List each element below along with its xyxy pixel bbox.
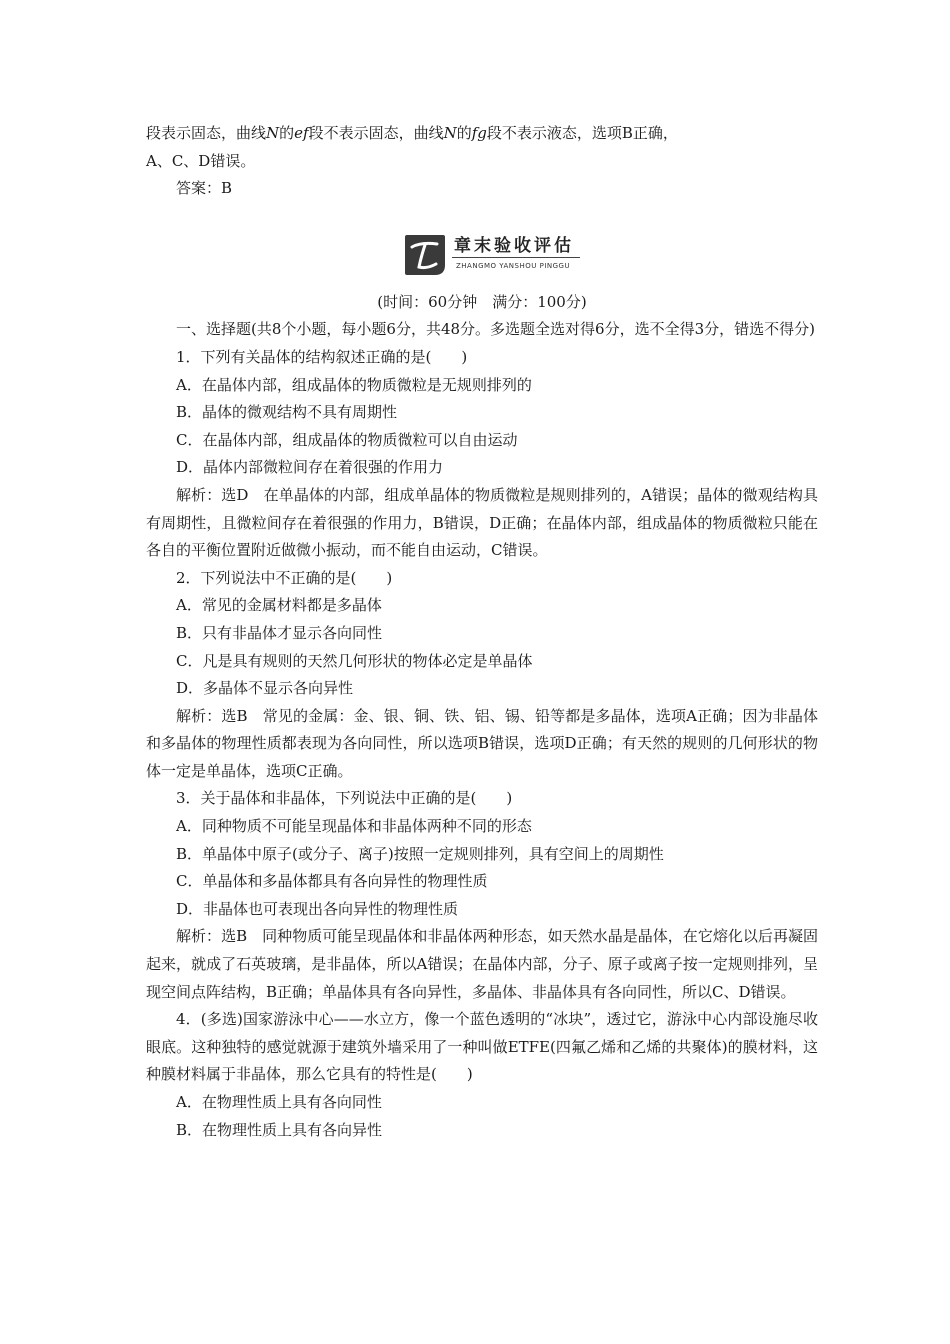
question-1 — [146, 344, 818, 565]
option-b: B．单晶体中原子(或分子、离子)按照一定规则排列，具有空间上的周期性 — [176, 844, 664, 863]
question-3 — [146, 785, 818, 1006]
option-a: A．在物理性质上具有各向同性 — [176, 1093, 382, 1111]
option-c: C．在晶体内部，组成晶体的物质微粒可以自由运动 — [176, 430, 518, 449]
previous-answer: 答案：B — [176, 179, 233, 198]
continued-analysis-line-1 — [146, 120, 818, 148]
title-underline — [452, 257, 580, 258]
question-analysis: 解析：选B 同种物质可能呈现晶体和非晶体两种形态，如天然水晶是晶体，在它熔化以后再凝固起来，就成了石英玻璃，是非晶体，所以A错误；在晶体内部，分子、原子或离子按一定规则排列，呈现空间点阵结构，B正确；单晶体具有各向异性，多晶体、非晶体具有各向同性，所以C、D错误。 — [146, 927, 818, 1001]
question-analysis: 解析：选B 常见的金属：金、银、铜、铁、铝、锡、铅等都是多晶体，选项A正确；因为非晶体和多晶体的物理性质都表现为各向同性，所以选项B错误，选项D正确；有天然的规则的几何形状的物体一定是单晶体，选项C正确。 — [146, 706, 818, 780]
option-c: C．单晶体和多晶体都具有各向异性的物理性质 — [176, 872, 488, 891]
section-title: 章末验收评估 — [454, 235, 574, 256]
question-stem: 3．关于晶体和非晶体，下列说法中正确的是( ) — [176, 789, 513, 808]
question-stem: 1．下列有关晶体的结构叙述正确的是( ) — [176, 347, 468, 366]
text-segment: 段表示固态，曲线 — [146, 124, 267, 142]
option-d: D．晶体内部微粒间存在着很强的作用力 — [176, 458, 444, 477]
option-b: B．只有非晶体才显示各向同性 — [176, 623, 383, 642]
option-d: D．多晶体不显示各向异性 — [176, 679, 354, 698]
text-segment: 段不表示固态，曲线 — [308, 124, 444, 142]
option-d: D．非晶体也可表现出各向异性的物理性质 — [176, 899, 459, 918]
time-info: (时间：60分钟 满分：100分) — [377, 292, 587, 311]
section-instructions: 一、选择题(共8个小题，每小题6分，共48分。多选题全选对得6分，选不全得3分，错选不得分) — [176, 320, 815, 339]
variable-ef: ef — [294, 124, 309, 142]
variable-fg: fg — [471, 124, 487, 142]
question-4 — [146, 1006, 818, 1144]
question-stem: 2．下列说法中不正确的是( ) — [176, 568, 393, 587]
variable-n: N — [266, 124, 280, 142]
option-c: C．凡是具有规则的天然几何形状的物体必定是单晶体 — [176, 651, 533, 670]
question-2 — [146, 565, 818, 786]
question-stem: 4．(多选)国家游泳中心——水立方，像一个蓝色透明的“冰块”，透过它，游泳中心内部设施尽收眼底。这种独特的感觉就源于建筑外墙采用了一种叫做ETFE(四氟乙烯和乙烯的共聚体)的膜材料，这种膜材料属于非晶体，那么它具有的特性是( ) — [146, 1010, 818, 1084]
option-a: A．同种物质不可能呈现晶体和非晶体两种不同的形态 — [176, 817, 532, 836]
section-logo-icon — [403, 233, 447, 277]
document-content — [146, 120, 818, 1144]
section-header — [146, 225, 818, 285]
question-analysis: 解析：选D 在单晶体的内部，组成单晶体的物质微粒是规则排列的，A错误；晶体的微观结构具有周期性，且微粒间存在着很强的作用力，B错误，D正确；在晶体内部，组成晶体的物质微粒只能在各自的平衡位置附近做微小振动，而不能自由运动，C错误。 — [146, 485, 818, 560]
text-segment: 段不表示液态，选项B正确， — [486, 124, 678, 142]
option-a: A．在晶体内部，组成晶体的物质微粒是无规则排列的 — [176, 375, 532, 394]
variable-n: N — [443, 124, 457, 142]
text-segment: 的 — [456, 124, 472, 142]
text-segment: 的 — [279, 124, 295, 142]
option-a: A．常见的金属材料都是多晶体 — [176, 596, 382, 615]
section-subtitle: ZHANGMO YANSHOU PINGGU — [456, 261, 571, 270]
continued-analysis-line-2: A、C、D错误。 — [146, 151, 256, 170]
option-b: B．晶体的微观结构不具有周期性 — [176, 403, 398, 422]
option-b: B．在物理性质上具有各向异性 — [176, 1120, 383, 1139]
